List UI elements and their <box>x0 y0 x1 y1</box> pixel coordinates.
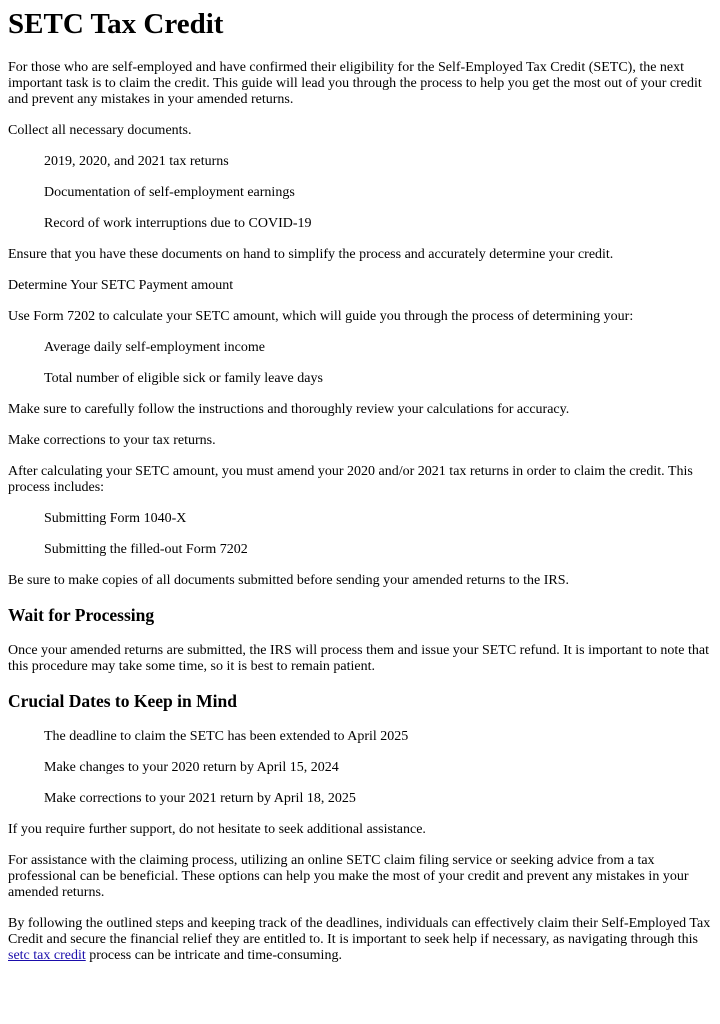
copies-paragraph: Be sure to make copies of all documents submitted before sending your amended returns to the IRS. <box>8 573 570 588</box>
page-title: SETC Tax Credit <box>8 8 224 40</box>
use-form-paragraph: Use Form 7202 to calculate your SETC amount, which will guide you through the process of determining your: <box>8 309 634 324</box>
corrections-step: Make corrections to your tax returns. <box>8 433 216 448</box>
assistance-paragraph: For assistance with the claiming process, utilizing an online SETC claim filing service or seeking advice from a tax professional can be beneficial. These options can help you make the most of your credit and prevent any mistakes in your amended returns. <box>8 853 689 900</box>
support-paragraph: If you require further support, do not hesitate to seek additional assistance. <box>8 822 426 837</box>
final-paragraph <box>8 916 712 964</box>
make-sure-paragraph: Make sure to carefully follow the instructions and thoroughly review your calculations for accuracy. <box>8 402 570 417</box>
amend-item-7202: Submitting the filled-out Form 7202 <box>44 542 248 557</box>
calc-item-income: Average daily self-employment income <box>44 340 265 355</box>
date-item-2021: Make corrections to your 2021 return by April 18, 2025 <box>44 791 356 806</box>
date-item-2020: Make changes to your 2020 return by April 15, 2024 <box>44 760 339 775</box>
wait-paragraph: Once your amended returns are submitted, the IRS will process them and issue your SETC refund. It is important to note that this procedure may take some time, so it is best to remain patient. <box>8 643 710 674</box>
amend-item-1040x: Submitting Form 1040-X <box>44 511 187 526</box>
final-text-after: process can be intricate and time-consuming. <box>85 948 342 963</box>
wait-heading: Wait for Processing <box>8 605 155 625</box>
collect-documents-step: Collect all necessary documents. <box>8 123 192 138</box>
final-text-before: By following the outlined steps and keeping track of the deadlines, individuals can effectively claim their Self-Employed Tax Credit and secure the financial relief they are entitled to. It is important to seek help if necessary, as navigating through this <box>8 916 711 947</box>
setc-tax-credit-link[interactable]: setc tax credit <box>8 948 86 963</box>
dates-heading: Crucial Dates to Keep in Mind <box>8 691 237 711</box>
date-item-deadline: The deadline to claim the SETC has been extended to April 2025 <box>44 729 409 744</box>
ensure-paragraph: Ensure that you have these documents on hand to simplify the process and accurately determine your credit. <box>8 247 614 262</box>
after-calculation-paragraph: After calculating your SETC amount, you must amend your 2020 and/or 2021 tax returns in order to claim the credit. This process includes: <box>8 464 693 495</box>
article <box>0 6 720 964</box>
document-item-earnings: Documentation of self-employment earnings <box>44 185 295 200</box>
calc-item-leave-days: Total number of eligible sick or family leave days <box>44 371 323 386</box>
document-item-tax-returns: 2019, 2020, and 2021 tax returns <box>44 154 229 169</box>
determine-payment-step: Determine Your SETC Payment amount <box>8 278 234 293</box>
intro-paragraph: For those who are self-employed and have confirmed their eligibility for the Self-Employed Tax Credit (SETC), the next important task is to claim the credit. This guide will lead you through the process to help you get the most out of your credit and prevent any mistakes in your amended returns. <box>8 60 702 107</box>
document-item-interruptions: Record of work interruptions due to COVID-19 <box>44 216 312 231</box>
